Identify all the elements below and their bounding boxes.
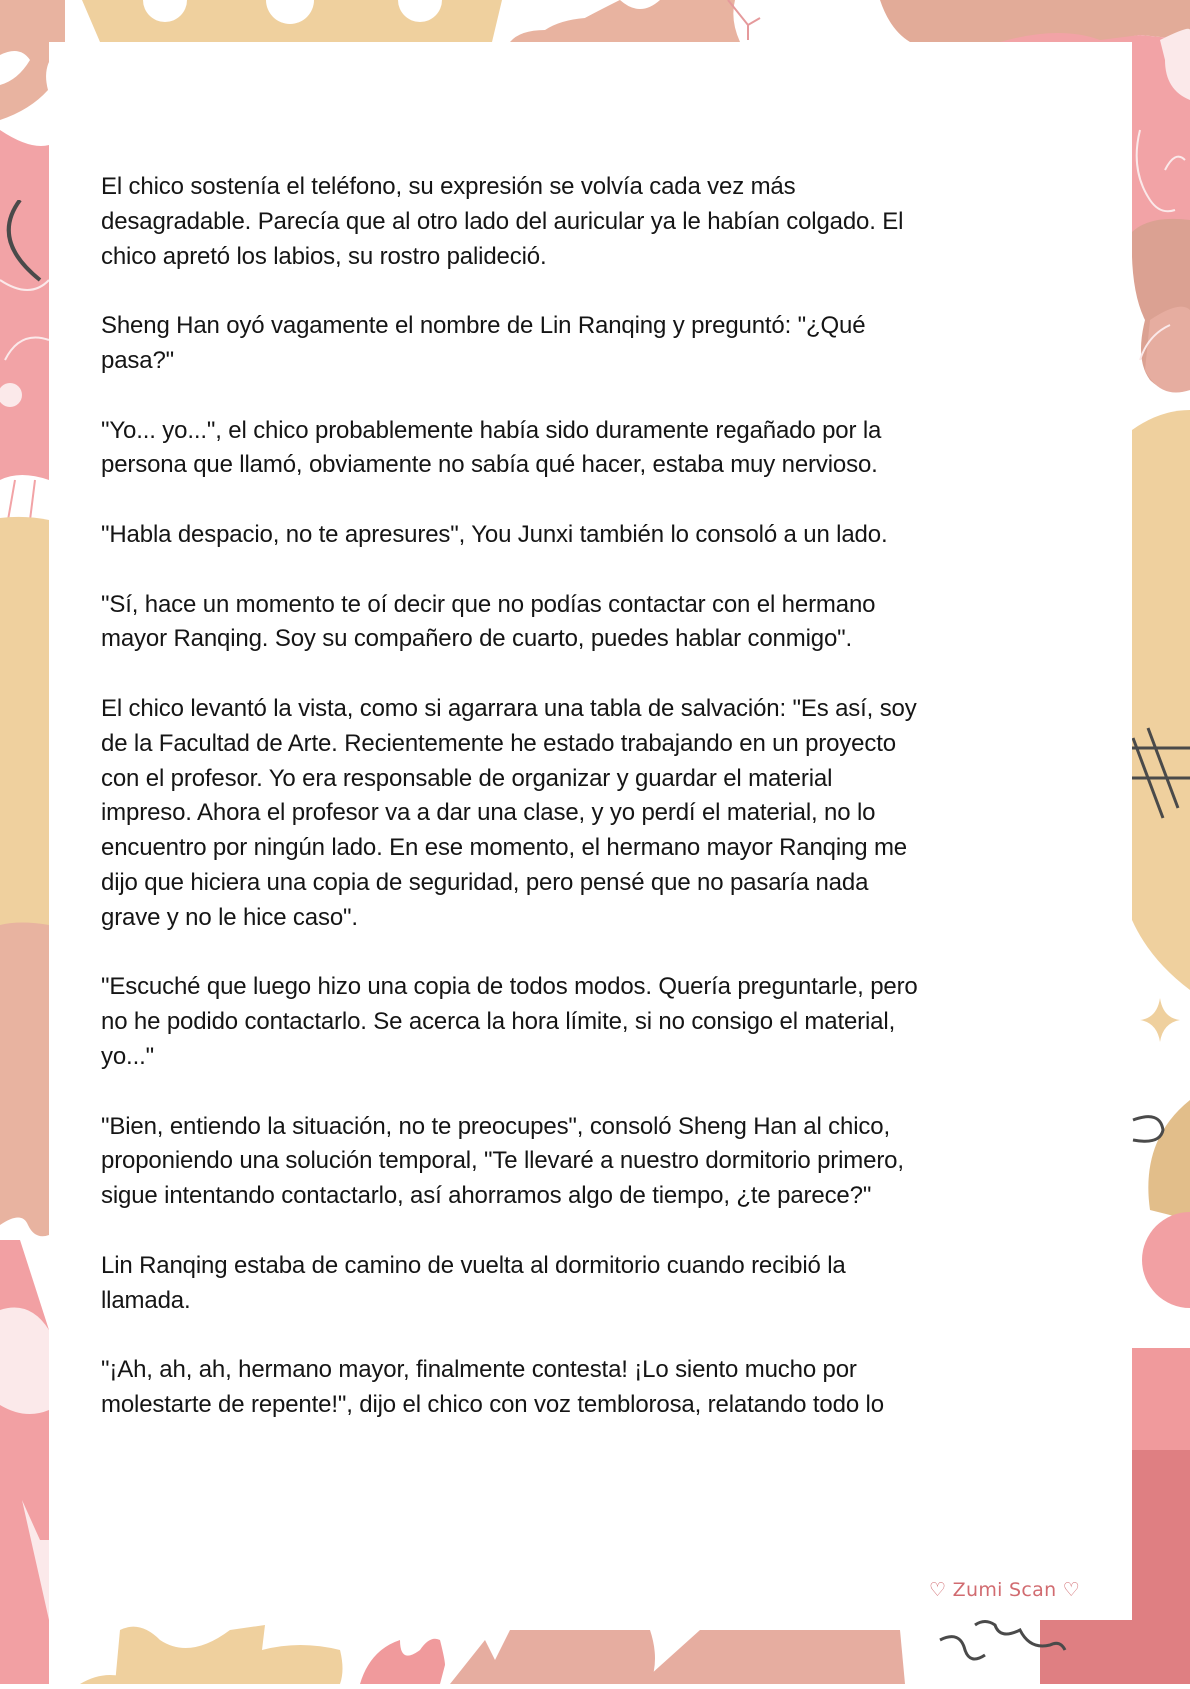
- text-line: yo...": [101, 1042, 154, 1070]
- text-line: persona que llamó, obviamente no sabía qué hacer, estaba muy nervioso.: [101, 451, 878, 479]
- text-line: proponiendo una solución temporal, "Te llevaré a nuestro dormitorio primero,: [101, 1147, 904, 1175]
- text-line: chico apretó los labios, su rostro palideció.: [101, 242, 547, 270]
- page-card: [49, 42, 1132, 1620]
- document-body: [101, 170, 1061, 1457]
- text-line: pasa?": [101, 346, 175, 374]
- text-line: mayor Ranqing. Soy su compañero de cuarto, puedes hablar conmigo".: [101, 625, 853, 653]
- text-line: grave y no le hice caso".: [101, 903, 358, 931]
- text-line: de la Facultad de Arte. Recientemente he estado trabajando en un proyecto: [101, 729, 896, 757]
- paragraph: [101, 1249, 1061, 1319]
- text-line: Lin Ranqing estaba de camino de vuelta al dormitorio cuando recibió la: [101, 1251, 846, 1279]
- text-line: El chico levantó la vista, como si agarrara una tabla de salvación: "Es así, soy: [101, 694, 917, 722]
- scan-credit: ♡ Zumi Scan ♡: [929, 1579, 1081, 1601]
- text-line: "Escuché que luego hizo una copia de todos modos. Quería preguntarle, pero: [101, 973, 918, 1001]
- text-line: sigue intentando contactarlo, así ahorramos algo de tiempo, ¿te parece?": [101, 1182, 872, 1210]
- paragraph: [101, 1110, 1061, 1214]
- paragraph: [101, 1353, 1061, 1423]
- text-line: "Sí, hace un momento te oí decir que no podías contactar con el hermano: [101, 590, 876, 618]
- text-line: molestarte de repente!", dijo el chico con voz temblorosa, relatando todo lo: [101, 1390, 884, 1418]
- text-line: "Yo... yo...", el chico probablemente había sido duramente regañado por la: [101, 416, 882, 444]
- paragraph: [101, 692, 1061, 936]
- paragraph: [101, 414, 1061, 484]
- paragraph: [101, 588, 1061, 658]
- text-line: "Habla despacio, no te apresures", You Junxi también lo consoló a un lado.: [101, 520, 888, 548]
- text-line: dijo que hiciera una copia de seguridad, pero pensé que no pasaría nada: [101, 868, 869, 896]
- text-line: impreso. Ahora el profesor va a dar una clase, y yo perdí el material, no lo: [101, 799, 876, 827]
- text-line: llamada.: [101, 1286, 191, 1314]
- paragraph: [101, 970, 1061, 1074]
- paragraph: [101, 170, 1061, 274]
- text-line: no he podido contactarlo. Se acerca la hora límite, si no consigo el material,: [101, 1008, 896, 1036]
- text-line: Sheng Han oyó vagamente el nombre de Lin Ranqing y preguntó: "¿Qué: [101, 312, 866, 340]
- text-line: desagradable. Parecía que al otro lado del auricular ya le habían colgado. El: [101, 207, 904, 235]
- paragraph: [101, 518, 1061, 553]
- text-line: "¡Ah, ah, ah, hermano mayor, finalmente contesta! ¡Lo siento mucho por: [101, 1356, 857, 1384]
- text-line: El chico sostenía el teléfono, su expresión se volvía cada vez más: [101, 173, 796, 200]
- text-line: con el profesor. Yo era responsable de organizar y guardar el material: [101, 764, 833, 792]
- text-line: "Bien, entiendo la situación, no te preocupes", consoló Sheng Han al chico,: [101, 1112, 890, 1140]
- paragraph: [101, 309, 1061, 379]
- text-line: encuentro por ningún lado. En ese momento, el hermano mayor Ranqing me: [101, 834, 907, 862]
